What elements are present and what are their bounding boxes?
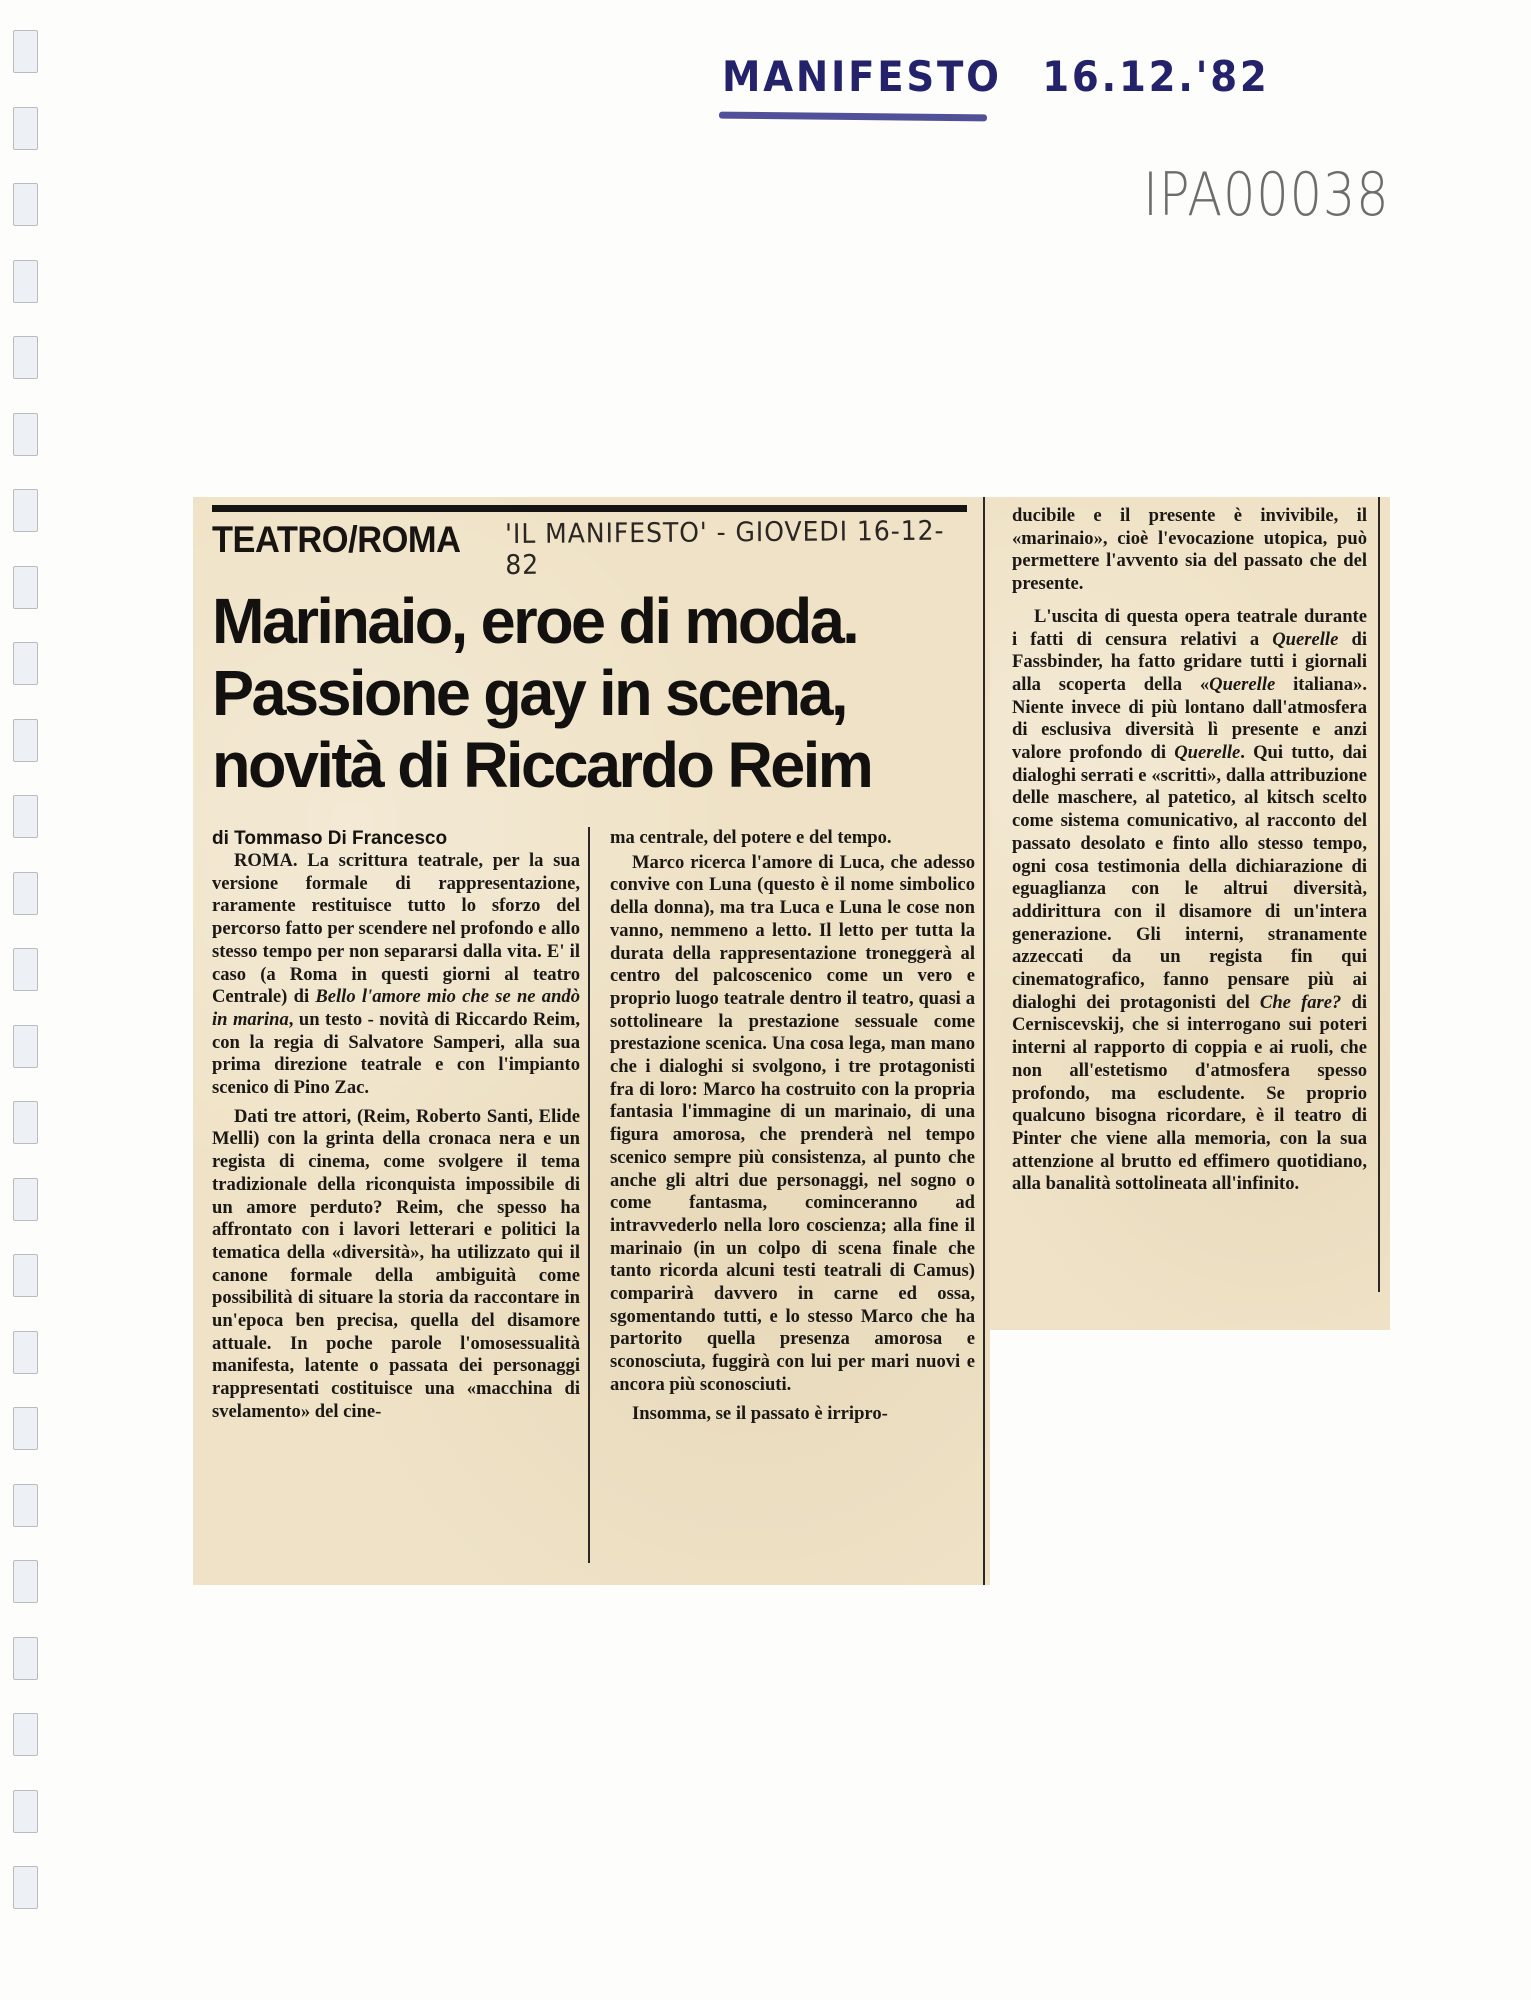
binder-hole <box>13 1254 38 1297</box>
headline-line: Marinaio, eroe di moda. <box>212 585 858 657</box>
newspaper-clipping-continuation <box>990 497 1390 1330</box>
binder-hole <box>13 336 38 379</box>
paragraph: Dati tre attori, (Reim, Roberto Santi, Elide Melli) con la grinta della cronaca nera e un regista di cinema, come svolgere il tema tradizionale della riconquista impossibile di un amore perduto? Reim, che spesso ha affrontato con i lavori letterari e politici la tematica della «diversità», ha utilizzato qui il canone formale della ambiguità come possibilità di situare la storia da raccontare in un'epoca ben precisa, quella del disamore attuale. In poche parole l'omosessualità manifesta, latente o passata dei personaggi rappresentati costituisce una «macchina di svelamento» del cine- <box>212 1105 580 1422</box>
binder-hole <box>13 948 38 991</box>
binder-hole <box>13 30 38 73</box>
paragraph: ducibile e il presente è invivibile, il «marinaio», cioè l'evocazione utopica, può permettere l'avvento sia del passato che del presente. <box>1012 505 1367 595</box>
binder-hole <box>13 566 38 609</box>
section-kicker: TEATRO/ROMA <box>212 519 461 560</box>
headline <box>212 585 961 801</box>
paragraph: Marco ricerca l'amore di Luca, che adesso convive con Luna (questo è il nome simbolico della donna), ma tra Luca e Luna le cose non vanno, nemmeno a letto. Il letto per tutta la durata della rappresentazione troneggerà al centro del palcoscenico come un vero e proprio luogo teatrale dentro il teatro, quasi a sottolineare la prestazione sessuale come prestazione scenica. Una cosa lega, man mano che i dialoghi si svolgono, i tre protagonisti fra di loro: Marco ha costruito con la propria fantasia l'immagine di un marinaio, di una figura amorosa, che prenderà nel tempo scenico sempre più consistenza, al punto che anche gli altri due personaggi, nel sogno o come fantasma, cominceranno ad intravvederlo nella loro coscienza; alla fine il marinaio (in un colpo di scena finale che tanto ricorda alcuni testi teatrali di Camus) comparirà davvero in carne ed ossa, sgomentando tutti, e lo stesso Marco che ha partorito quella presenza amorosa e sconosciuta, fuggirà con lui per mari nuovi e ancora più sconosciuti. <box>610 851 975 1395</box>
archive-code: IPA00038 <box>1143 160 1390 230</box>
binder-hole <box>13 1790 38 1833</box>
binder-hole <box>13 795 38 838</box>
binder-hole <box>13 1407 38 1450</box>
headline-line: novità di Riccardo Reim <box>212 729 872 801</box>
binder-hole <box>13 413 38 456</box>
handwritten-underline <box>719 112 987 122</box>
paragraph: Insomma, se il passato è irripro- <box>632 1402 888 1424</box>
binder-hole <box>13 1331 38 1374</box>
binder-hole <box>13 107 38 150</box>
column-rule-left <box>983 497 985 1585</box>
column-rule-right <box>1378 497 1380 1292</box>
article-column-3 <box>1012 505 1367 1196</box>
article-column-1 <box>212 827 580 1424</box>
byline: di Tommaso Di Francesco <box>212 828 448 849</box>
binder-holes <box>13 0 41 2000</box>
binder-hole <box>13 1178 38 1221</box>
headline-line: Passione gay in scena, <box>212 657 846 729</box>
binder-hole <box>13 1025 38 1068</box>
binder-hole <box>13 1101 38 1144</box>
binder-hole <box>13 1637 38 1680</box>
paragraph: ma centrale, del potere e del tempo. <box>610 827 892 848</box>
handwritten-source: MANIFESTO <box>722 52 1002 101</box>
handwritten-date: 16.12.'82 <box>1042 52 1270 101</box>
binder-hole <box>13 1866 38 1909</box>
top-rule <box>212 505 967 512</box>
binder-hole <box>13 719 38 762</box>
binder-hole <box>13 260 38 303</box>
binder-hole <box>13 1713 38 1756</box>
binder-hole <box>13 1560 38 1603</box>
handwritten-clipping-note: 'IL MANIFESTO' - GIOVEDI 16-12-82 <box>505 515 945 581</box>
binder-hole <box>13 1484 38 1527</box>
binder-hole <box>13 183 38 226</box>
binder-hole <box>13 872 38 915</box>
paragraph: ROMA. La scrittura teatrale, per la sua versione formale di rappresentazione, raramente restituisce tutto lo sforzo del percorso fatto per scendere nel profondo e allo stesso tempo per non separarsi dalla vita. E' il caso (a Roma in questi giorni al teatro Centrale) di Bello l'amore mio che se ne andò in marina, un testo - novità di Riccardo Reim, con la regia di Salvatore Samperi, alla sua prima direzione teatrale e con l'impianto scenico di Pino Zac. <box>212 850 581 1099</box>
binder-hole <box>13 489 38 532</box>
article-column-2 <box>610 827 975 1425</box>
handwritten-source-date <box>722 52 1270 101</box>
newspaper-clipping-main <box>193 497 990 1585</box>
column-rule <box>588 827 590 1563</box>
paragraph: L'uscita di questa opera teatrale durante i fatti di censura relativi a Querelle di Fassbinder, ha fatto gridare tutti i giornali alla scoperta della «Querelle italiana». Niente invece di più lontano dall'atmosfera di esclusiva diversità lì presente e anzi valore profondo di Querelle. Qui tutto, dai dialoghi serrati e «scritti», dalla attribuzione delle maschere, al patetico, al kitsch scelto come sistema comunicativo, al racconto del passato desolato e finto allo stesso tempo, ogni cosa testimonia della dichiarazione di eguaglianza con le altrui diversità, addirittura con il disamore di un'intera generazione. Gli interni, stranamente azzeccati da un regista fin qui cinematografico, fanno pensare più ai dialoghi dei protagonisti del Che fare? di Cerniscevskij, che si interrogano sui poteri interni al rapporto di coppia e ai ruoli, che non all'estetismo d'atmosfera spesso profondo, ma escludente. Se proprio qualcuno bisogna ricordare, è il teatro di Pinter che viene alla memoria, con la sua attenzione al brutto ed effimero quotidiano, alla banalità sottolineata all'infinito. <box>1012 605 1368 1195</box>
binder-hole <box>13 642 38 685</box>
